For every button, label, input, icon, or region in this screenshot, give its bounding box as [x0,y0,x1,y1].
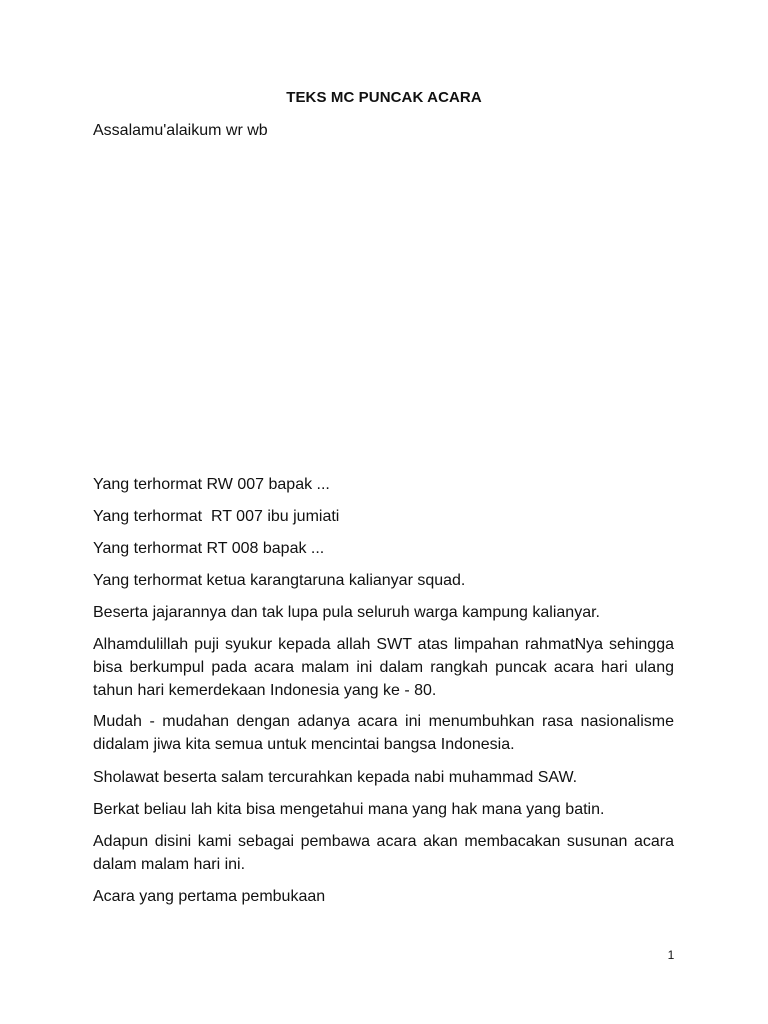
paragraph-berkat: Berkat beliau lah kita bisa mengetahui mana yang hak mana yang batin. [93,801,605,818]
paragraph-acara-pertama: Acara yang pertama pembukaan [93,888,326,905]
page-number: 1 [667,948,675,962]
paragraph-adapun: Adapun disini kami sebagai pembawa acara akan membacakan susunan acara dalam malam hari ini. [93,833,674,873]
document-title: TEKS MC PUNCAK ACARA [286,89,482,106]
paragraph-alhamdulillah: Alhamdulillah puji syukur kepada allah SWT atas limpahan rahmatNya sehingga bisa berkumpul pada acara malam ini dalam rangkah puncak acara hari ulang tahun hari kemerdekaan Indonesia yang ke - 80. [93,636,674,699]
paragraph-rt-007: Yang terhormat RT 007 ibu jumiati [93,508,340,525]
paragraph-warga: Beserta jajarannya dan tak lupa pula seluruh warga kampung kalianyar. [93,604,600,621]
paragraph-rt-008: Yang terhormat RT 008 bapak ... [93,540,325,557]
paragraph-mudah-mudahan: Mudah - mudahan dengan adanya acara ini menumbuhkan rasa nasionalisme didalam jiwa kita semua untuk mencintai bangsa Indonesia. [93,713,674,753]
paragraph-karangtaruna: Yang terhormat ketua karangtaruna kalianyar squad. [93,572,466,589]
paragraph-rw: Yang terhormat RW 007 bapak ... [93,476,330,493]
paragraph-sholawat: Sholawat beserta salam tercurahkan kepada nabi muhammad SAW. [93,769,578,786]
greeting-text: Assalamu'alaikum wr wb [93,122,268,139]
